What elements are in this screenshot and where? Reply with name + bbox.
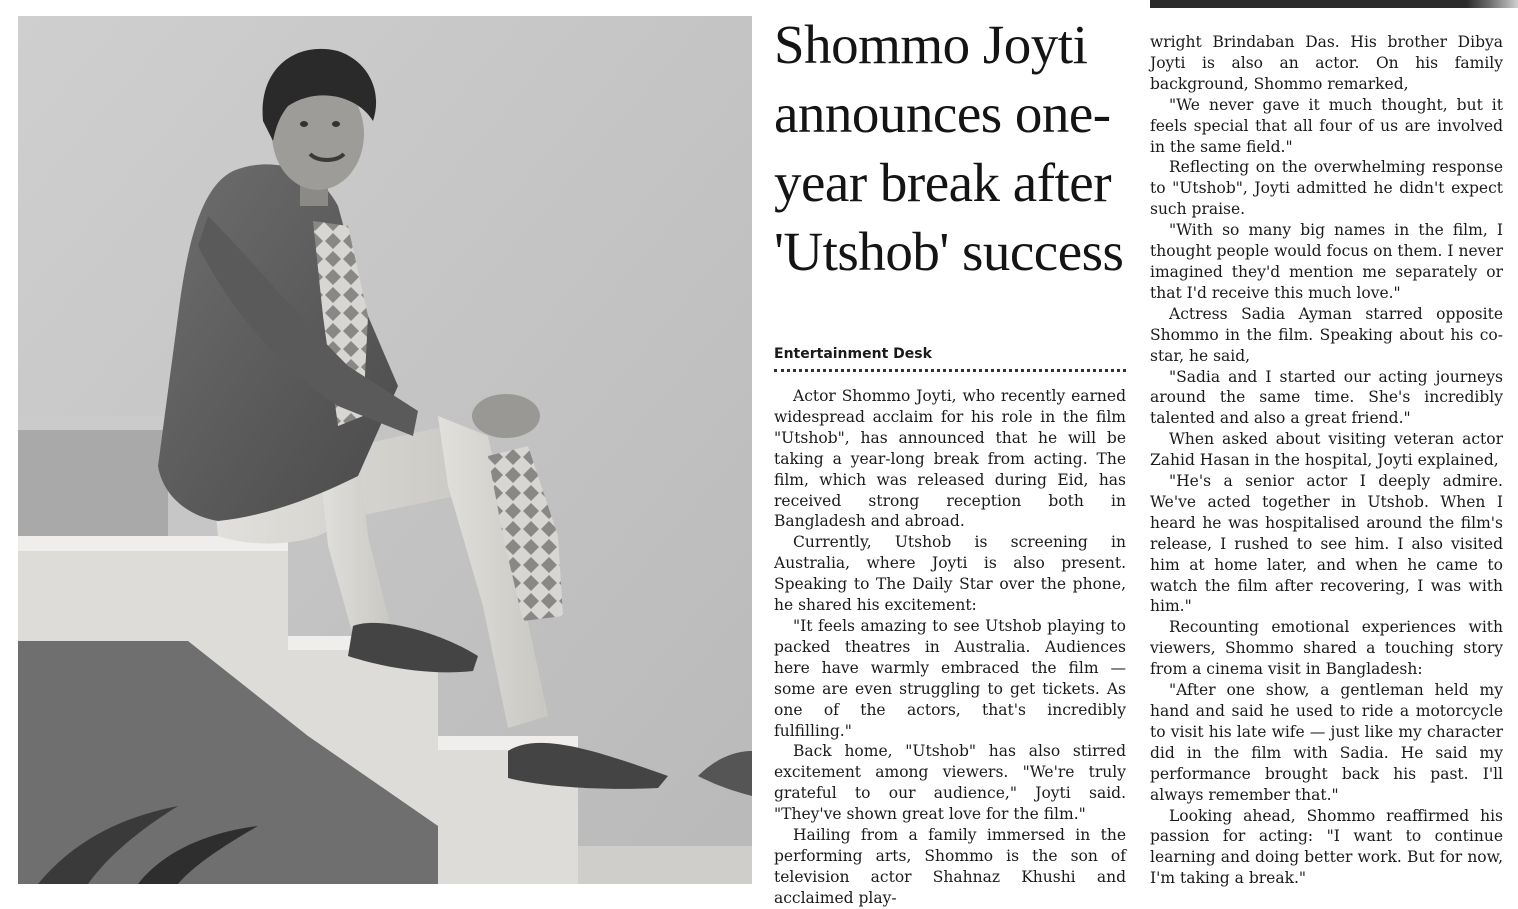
paragraph: "With so many big names in the film, I thought people would focus on them. I never imagined they'd mention me separately or that I'd receive this much love." — [1150, 221, 1503, 302]
paragraph: Actor Shommo Joyti, who recently earned widespread acclaim for his role in the film "Utshob", has announced that he will be taking a year-long break from acting. The film, which was released during Eid, has received strong reception both in Bangladesh and abroad. — [774, 387, 1126, 531]
article-column-one — [774, 386, 1126, 909]
paragraph: "After one show, a gentleman held my hand and said he used to ride a motorcycle to visit his late wife — just like my character did in the film with Sadia. He said my performance brought back his past. I'll always remember that." — [1150, 681, 1503, 804]
paragraph: "We never gave it much thought, but it feels special that all four of us are involved in the same field." — [1150, 95, 1503, 156]
headline: Shommo Joyti announces one-year break after 'Utshob' success — [774, 14, 1124, 282]
paragraph: When asked about visiting veteran actor Zahid Hasan in the hospital, Joyti explained, — [1150, 430, 1503, 470]
paragraph: "He's a senior actor I deeply admire. We've acted together in Utshob. When I heard he was hospitalised around the film's release, I rushed to see him. I also visited him at home later, and when he came to watch the film after recovering, I was with him." — [1150, 472, 1503, 616]
article-column-two — [1150, 32, 1503, 889]
byline: Entertainment Desk — [774, 344, 1126, 372]
paragraph-continuation: wright Brindaban Das. His brother Dibya Joyti is also an actor. On his family background, Shommo remarked, — [1150, 33, 1503, 93]
paragraph: "Sadia and I started our acting journeys around the same time. She's incredibly talented and also a great friend." — [1150, 367, 1503, 428]
paragraph: Looking ahead, Shommo reaffirmed his passion for acting: "I want to continue learning and doing better work. But for now, I'm taking a break." — [1150, 806, 1503, 888]
paragraph: "It feels amazing to see Utshob playing to packed theatres in Australia. Audiences here have warmly embraced the film — some are even struggling to get tickets. As one of the actors, that's incredibly fulfilling." — [774, 616, 1126, 740]
paragraph: Actress Sadia Ayman starred opposite Shommo in the film. Speaking about his co-star, he said, — [1150, 304, 1503, 365]
paragraph: Recounting emotional experiences with viewers, Shommo shared a touching story from a cinema visit in Bangladesh: — [1150, 618, 1503, 679]
paragraph: Hailing from a family immersed in the performing arts, Shommo is the son of television actor Shahnaz Khushi and acclaimed play- — [774, 826, 1126, 907]
paragraph: Back home, "Utshob" has also stirred excitement among viewers. "We're truly grateful to our audience," Joyti said. "They've shown great love for the film." — [774, 742, 1126, 824]
low-wall — [18, 426, 168, 536]
article-photo — [18, 16, 752, 884]
paragraph: Reflecting on the overwhelming response to "Utshob", Joyti admitted he didn't expect such praise. — [1150, 158, 1503, 219]
paragraph: Currently, Utshob is screening in Australia, where Joyti is also present. Speaking to The Daily Star over the phone, he shared his excitement: — [774, 533, 1126, 615]
adjacent-photo-edge — [1150, 0, 1518, 8]
hands — [472, 394, 540, 438]
